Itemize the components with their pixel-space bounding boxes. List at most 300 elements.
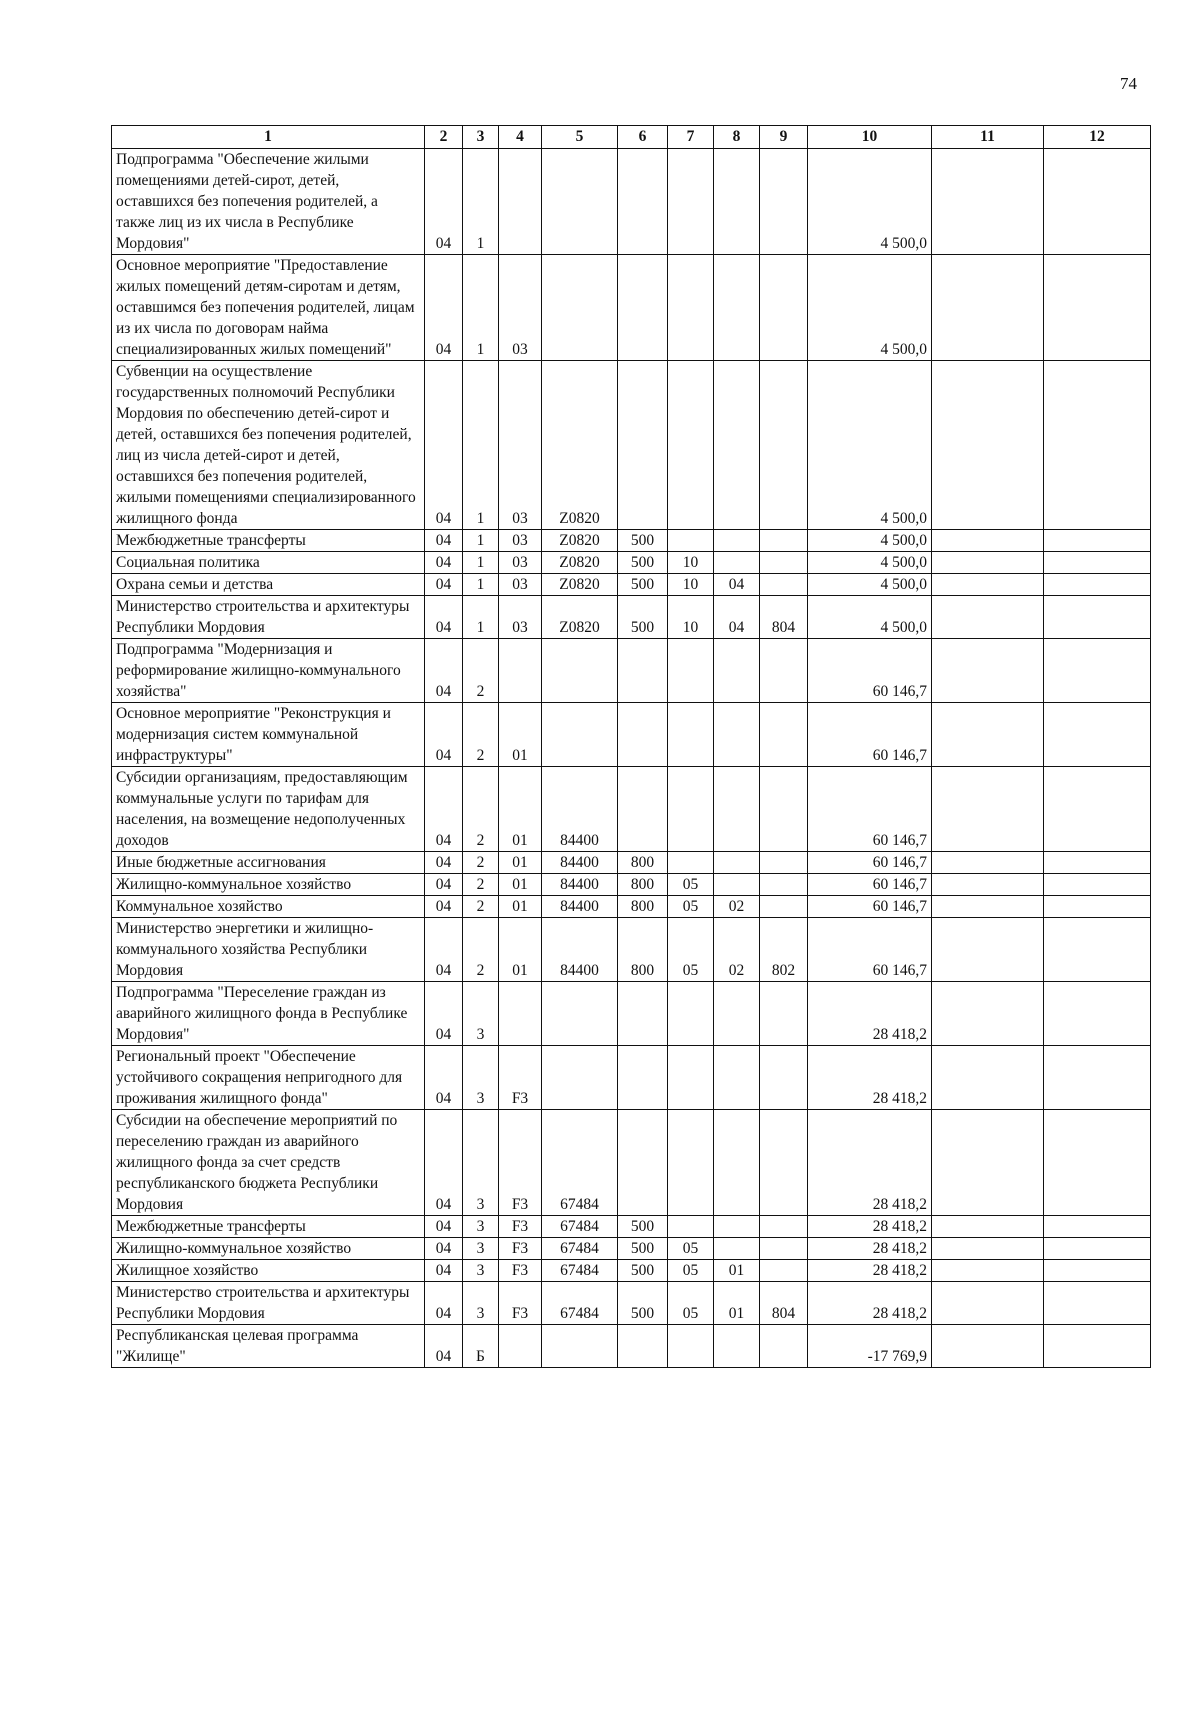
code-col-5 — [542, 149, 618, 255]
code-col-3: 1 — [463, 552, 499, 574]
item-name: Субсидии организациям, предоставляющим коммунальные услуги по тарифам для населения, на возмещение недополученных доходов — [112, 767, 425, 852]
code-col-3: 2 — [463, 896, 499, 918]
code-col-2: 04 — [425, 596, 463, 639]
code-col-8 — [714, 149, 760, 255]
table-body — [112, 149, 1151, 1368]
code-col-8: 04 — [714, 574, 760, 596]
code-col-2: 04 — [425, 896, 463, 918]
budget-table-wrapper — [111, 125, 1151, 1368]
code-col-5 — [542, 1046, 618, 1110]
column-header-1: 1 — [112, 126, 425, 149]
code-col-2: 04 — [425, 1216, 463, 1238]
table-row — [112, 1110, 1151, 1216]
item-name: Жилищно-коммунальное хозяйство — [112, 1238, 425, 1260]
code-col-2: 04 — [425, 574, 463, 596]
amount-col-10: 28 418,2 — [808, 1110, 932, 1216]
code-col-7: 05 — [668, 896, 714, 918]
code-col-8 — [714, 767, 760, 852]
code-col-9 — [760, 1046, 808, 1110]
code-col-6 — [618, 361, 668, 530]
amount-col-10: 60 146,7 — [808, 852, 932, 874]
code-col-3: 3 — [463, 1216, 499, 1238]
code-col-6 — [618, 982, 668, 1046]
code-col-6 — [618, 149, 668, 255]
amount-col-10: 60 146,7 — [808, 703, 932, 767]
code-col-6: 800 — [618, 918, 668, 982]
item-name: Министерство строительства и архитектуры Республики Мордовия — [112, 1282, 425, 1325]
amount-col-10: 4 500,0 — [808, 596, 932, 639]
amount-col-10: 60 146,7 — [808, 767, 932, 852]
code-col-4: 01 — [499, 852, 542, 874]
code-col-9: 802 — [760, 918, 808, 982]
amount-col-12 — [1044, 552, 1151, 574]
column-header-4: 4 — [499, 126, 542, 149]
code-col-2: 04 — [425, 1325, 463, 1368]
budget-table — [111, 125, 1151, 1368]
code-col-6 — [618, 703, 668, 767]
amount-col-10: 60 146,7 — [808, 918, 932, 982]
table-row — [112, 896, 1151, 918]
code-col-5 — [542, 255, 618, 361]
amount-col-12 — [1044, 1238, 1151, 1260]
amount-col-11 — [932, 639, 1044, 703]
code-col-8 — [714, 703, 760, 767]
code-col-5: Z0820 — [542, 530, 618, 552]
code-col-8: 02 — [714, 918, 760, 982]
amount-col-11 — [932, 918, 1044, 982]
code-col-7: 05 — [668, 918, 714, 982]
amount-col-11 — [932, 1282, 1044, 1325]
code-col-4: 03 — [499, 596, 542, 639]
code-col-7 — [668, 852, 714, 874]
code-col-2: 04 — [425, 1238, 463, 1260]
code-col-8: 02 — [714, 896, 760, 918]
code-col-3: 2 — [463, 639, 499, 703]
column-header-2: 2 — [425, 126, 463, 149]
code-col-9 — [760, 639, 808, 703]
table-row — [112, 982, 1151, 1046]
code-col-5: Z0820 — [542, 596, 618, 639]
code-col-9: 804 — [760, 1282, 808, 1325]
table-row — [112, 1046, 1151, 1110]
amount-col-12 — [1044, 255, 1151, 361]
code-col-7 — [668, 639, 714, 703]
code-col-8 — [714, 361, 760, 530]
code-col-4: 01 — [499, 874, 542, 896]
page-number: 74 — [1120, 74, 1137, 93]
table-row — [112, 874, 1151, 896]
item-name: Министерство энергетики и жилищно-коммунального хозяйства Республики Мордовия — [112, 918, 425, 982]
code-col-6: 500 — [618, 1282, 668, 1325]
amount-col-12 — [1044, 1325, 1151, 1368]
header-row — [112, 126, 1151, 149]
amount-col-10: 28 418,2 — [808, 1282, 932, 1325]
code-col-8 — [714, 1216, 760, 1238]
code-col-2: 04 — [425, 639, 463, 703]
code-col-4: 01 — [499, 896, 542, 918]
code-col-4: 03 — [499, 552, 542, 574]
code-col-8 — [714, 1046, 760, 1110]
code-col-4: F3 — [499, 1260, 542, 1282]
code-col-6 — [618, 1046, 668, 1110]
amount-col-11 — [932, 982, 1044, 1046]
code-col-5: Z0820 — [542, 361, 618, 530]
code-col-7: 10 — [668, 552, 714, 574]
code-col-9 — [760, 552, 808, 574]
code-col-2: 04 — [425, 1260, 463, 1282]
code-col-5: 67484 — [542, 1110, 618, 1216]
code-col-4 — [499, 982, 542, 1046]
code-col-8 — [714, 1325, 760, 1368]
item-name: Основное мероприятие "Реконструкция и модернизация систем коммунальной инфраструктуры" — [112, 703, 425, 767]
code-col-3: 2 — [463, 874, 499, 896]
amount-col-10: 4 500,0 — [808, 361, 932, 530]
code-col-7 — [668, 1046, 714, 1110]
code-col-7 — [668, 1110, 714, 1216]
item-name: Основное мероприятие "Предоставление жилых помещений детям-сиротам и детям, оставшимся без попечения родителей, лицам из их числа по договорам найма специализированных жилых помещений" — [112, 255, 425, 361]
code-col-9 — [760, 255, 808, 361]
code-col-4: 01 — [499, 767, 542, 852]
code-col-6 — [618, 1110, 668, 1216]
code-col-4 — [499, 1325, 542, 1368]
table-row — [112, 1238, 1151, 1260]
code-col-3: 1 — [463, 574, 499, 596]
amount-col-11 — [932, 1216, 1044, 1238]
amount-col-12 — [1044, 1260, 1151, 1282]
amount-col-11 — [932, 874, 1044, 896]
amount-col-10: 28 418,2 — [808, 1216, 932, 1238]
code-col-7 — [668, 982, 714, 1046]
item-name: Межбюджетные трансферты — [112, 530, 425, 552]
amount-col-12 — [1044, 874, 1151, 896]
code-col-4: 03 — [499, 574, 542, 596]
code-col-4: F3 — [499, 1282, 542, 1325]
code-col-3: 2 — [463, 918, 499, 982]
code-col-9 — [760, 1216, 808, 1238]
item-name: Министерство строительства и архитектуры Республики Мордовия — [112, 596, 425, 639]
item-name: Подпрограмма "Переселение граждан из аварийного жилищного фонда в Республике Мордовия" — [112, 982, 425, 1046]
amount-col-12 — [1044, 703, 1151, 767]
amount-col-11 — [932, 596, 1044, 639]
code-col-9 — [760, 874, 808, 896]
code-col-2: 04 — [425, 149, 463, 255]
code-col-9 — [760, 574, 808, 596]
amount-col-12 — [1044, 639, 1151, 703]
table-row — [112, 552, 1151, 574]
code-col-7 — [668, 255, 714, 361]
code-col-9 — [760, 1260, 808, 1282]
code-col-7 — [668, 149, 714, 255]
code-col-5 — [542, 639, 618, 703]
code-col-7: 05 — [668, 874, 714, 896]
amount-col-10: 60 146,7 — [808, 874, 932, 896]
code-col-6: 800 — [618, 896, 668, 918]
amount-col-10: 28 418,2 — [808, 1238, 932, 1260]
column-header-12: 12 — [1044, 126, 1151, 149]
code-col-5 — [542, 1325, 618, 1368]
amount-col-12 — [1044, 767, 1151, 852]
code-col-5: 84400 — [542, 918, 618, 982]
code-col-5: Z0820 — [542, 574, 618, 596]
code-col-5: 84400 — [542, 896, 618, 918]
item-name: Коммунальное хозяйство — [112, 896, 425, 918]
code-col-9 — [760, 852, 808, 874]
amount-col-10: 60 146,7 — [808, 639, 932, 703]
item-name: Региональный проект "Обеспечение устойчивого сокращения непригодного для проживания жилищного фонда" — [112, 1046, 425, 1110]
item-name: Иные бюджетные ассигнования — [112, 852, 425, 874]
code-col-7 — [668, 530, 714, 552]
code-col-7: 10 — [668, 596, 714, 639]
code-col-8: 04 — [714, 596, 760, 639]
table-row — [112, 596, 1151, 639]
code-col-9 — [760, 361, 808, 530]
amount-col-12 — [1044, 574, 1151, 596]
code-col-8 — [714, 530, 760, 552]
code-col-2: 04 — [425, 918, 463, 982]
amount-col-11 — [932, 1325, 1044, 1368]
amount-col-11 — [932, 896, 1044, 918]
amount-col-10: 4 500,0 — [808, 255, 932, 361]
code-col-6 — [618, 1325, 668, 1368]
amount-col-11 — [932, 852, 1044, 874]
code-col-6: 500 — [618, 574, 668, 596]
code-col-9 — [760, 1110, 808, 1216]
item-name: Межбюджетные трансферты — [112, 1216, 425, 1238]
code-col-2: 04 — [425, 767, 463, 852]
code-col-2: 04 — [425, 703, 463, 767]
code-col-7: 05 — [668, 1238, 714, 1260]
code-col-3: 1 — [463, 361, 499, 530]
amount-col-10: 4 500,0 — [808, 574, 932, 596]
code-col-7 — [668, 703, 714, 767]
code-col-4 — [499, 149, 542, 255]
code-col-8 — [714, 255, 760, 361]
item-name: Социальная политика — [112, 552, 425, 574]
table-row — [112, 361, 1151, 530]
code-col-4: 03 — [499, 361, 542, 530]
amount-col-12 — [1044, 852, 1151, 874]
amount-col-12 — [1044, 596, 1151, 639]
table-row — [112, 852, 1151, 874]
code-col-6: 500 — [618, 530, 668, 552]
code-col-8 — [714, 639, 760, 703]
code-col-6: 500 — [618, 552, 668, 574]
code-col-6: 500 — [618, 1216, 668, 1238]
amount-col-11 — [932, 552, 1044, 574]
code-col-7 — [668, 1216, 714, 1238]
item-name: Охрана семьи и детства — [112, 574, 425, 596]
code-col-5: 84400 — [542, 767, 618, 852]
amount-col-12 — [1044, 1282, 1151, 1325]
code-col-2: 04 — [425, 1282, 463, 1325]
code-col-9 — [760, 530, 808, 552]
code-col-5: 67484 — [542, 1282, 618, 1325]
code-col-2: 04 — [425, 530, 463, 552]
amount-col-10: -17 769,9 — [808, 1325, 932, 1368]
item-name: Субсидии на обеспечение мероприятий по переселению граждан из аварийного жилищного фонда за счет средств республиканского бюджета Республики Мордовия — [112, 1110, 425, 1216]
amount-col-10: 4 500,0 — [808, 149, 932, 255]
column-header-10: 10 — [808, 126, 932, 149]
code-col-3: 1 — [463, 255, 499, 361]
amount-col-10: 28 418,2 — [808, 982, 932, 1046]
item-name: Субвенции на осуществление государственных полномочий Республики Мордовия по обеспечению детей-сирот и детей, оставшихся без попечения родителей, лиц из числа детей-сирот и детей, оставшихся без попечения родителей, жилыми помещениями специализированного жилищного фонда — [112, 361, 425, 530]
code-col-8 — [714, 552, 760, 574]
code-col-2: 04 — [425, 1110, 463, 1216]
code-col-7: 05 — [668, 1282, 714, 1325]
code-col-4: 03 — [499, 255, 542, 361]
column-header-11: 11 — [932, 126, 1044, 149]
code-col-3: 1 — [463, 530, 499, 552]
table-row — [112, 1325, 1151, 1368]
amount-col-11 — [932, 1110, 1044, 1216]
column-header-8: 8 — [714, 126, 760, 149]
amount-col-10: 4 500,0 — [808, 530, 932, 552]
code-col-8 — [714, 874, 760, 896]
code-col-6 — [618, 767, 668, 852]
code-col-3: 3 — [463, 1110, 499, 1216]
table-row — [112, 574, 1151, 596]
code-col-5: 67484 — [542, 1260, 618, 1282]
code-col-9 — [760, 1325, 808, 1368]
amount-col-11 — [932, 149, 1044, 255]
table-row — [112, 1216, 1151, 1238]
code-col-3: 3 — [463, 982, 499, 1046]
code-col-8 — [714, 1110, 760, 1216]
amount-col-11 — [932, 767, 1044, 852]
code-col-9 — [760, 149, 808, 255]
code-col-5 — [542, 982, 618, 1046]
code-col-2: 04 — [425, 361, 463, 530]
code-col-6: 500 — [618, 596, 668, 639]
amount-col-10: 28 418,2 — [808, 1046, 932, 1110]
amount-col-11 — [932, 530, 1044, 552]
amount-col-11 — [932, 574, 1044, 596]
code-col-6: 800 — [618, 852, 668, 874]
amount-col-11 — [932, 1260, 1044, 1282]
code-col-4: F3 — [499, 1046, 542, 1110]
amount-col-10: 60 146,7 — [808, 896, 932, 918]
code-col-7: 05 — [668, 1260, 714, 1282]
amount-col-12 — [1044, 361, 1151, 530]
code-col-3: 2 — [463, 703, 499, 767]
table-row — [112, 149, 1151, 255]
code-col-7 — [668, 361, 714, 530]
code-col-2: 04 — [425, 852, 463, 874]
code-col-3: 2 — [463, 852, 499, 874]
code-col-4: F3 — [499, 1238, 542, 1260]
amount-col-12 — [1044, 530, 1151, 552]
amount-col-12 — [1044, 1216, 1151, 1238]
code-col-5: 84400 — [542, 874, 618, 896]
amount-col-11 — [932, 1046, 1044, 1110]
item-name: Жилищное хозяйство — [112, 1260, 425, 1282]
column-header-6: 6 — [618, 126, 668, 149]
code-col-6 — [618, 639, 668, 703]
code-col-9 — [760, 896, 808, 918]
code-col-5: 67484 — [542, 1238, 618, 1260]
code-col-2: 04 — [425, 982, 463, 1046]
item-name: Республиканская целевая программа "Жилище" — [112, 1325, 425, 1368]
code-col-2: 04 — [425, 1046, 463, 1110]
column-header-7: 7 — [668, 126, 714, 149]
column-header-9: 9 — [760, 126, 808, 149]
code-col-6 — [618, 255, 668, 361]
table-row — [112, 639, 1151, 703]
amount-col-11 — [932, 361, 1044, 530]
code-col-5: Z0820 — [542, 552, 618, 574]
amount-col-11 — [932, 703, 1044, 767]
amount-col-12 — [1044, 1046, 1151, 1110]
code-col-9 — [760, 982, 808, 1046]
code-col-6: 800 — [618, 874, 668, 896]
code-col-3: 3 — [463, 1046, 499, 1110]
code-col-7 — [668, 1325, 714, 1368]
table-row — [112, 767, 1151, 852]
amount-col-10: 28 418,2 — [808, 1260, 932, 1282]
code-col-5 — [542, 703, 618, 767]
code-col-9 — [760, 1238, 808, 1260]
code-col-3: 3 — [463, 1238, 499, 1260]
table-row — [112, 1260, 1151, 1282]
code-col-4: F3 — [499, 1110, 542, 1216]
table-row — [112, 530, 1151, 552]
table-row — [112, 255, 1151, 361]
code-col-8: 01 — [714, 1260, 760, 1282]
code-col-8 — [714, 852, 760, 874]
amount-col-10: 4 500,0 — [808, 552, 932, 574]
amount-col-12 — [1044, 918, 1151, 982]
item-name: Подпрограмма "Обеспечение жилыми помещениями детей-сирот, детей, оставшихся без попечения родителей, а также лиц из их числа в Республике Мордовия" — [112, 149, 425, 255]
item-name: Подпрограмма "Модернизация и реформирование жилищно-коммунального хозяйства" — [112, 639, 425, 703]
code-col-5: 84400 — [542, 852, 618, 874]
code-col-7: 10 — [668, 574, 714, 596]
code-col-7 — [668, 767, 714, 852]
code-col-4: 01 — [499, 703, 542, 767]
code-col-2: 04 — [425, 552, 463, 574]
table-row — [112, 1282, 1151, 1325]
code-col-6: 500 — [618, 1260, 668, 1282]
code-col-4: F3 — [499, 1216, 542, 1238]
code-col-5: 67484 — [542, 1216, 618, 1238]
column-header-3: 3 — [463, 126, 499, 149]
column-header-5: 5 — [542, 126, 618, 149]
code-col-8 — [714, 982, 760, 1046]
amount-col-11 — [932, 1238, 1044, 1260]
code-col-4 — [499, 639, 542, 703]
code-col-2: 04 — [425, 255, 463, 361]
code-col-8 — [714, 1238, 760, 1260]
code-col-3: 1 — [463, 596, 499, 639]
table-row — [112, 918, 1151, 982]
code-col-8: 01 — [714, 1282, 760, 1325]
code-col-3: 2 — [463, 767, 499, 852]
amount-col-12 — [1044, 1110, 1151, 1216]
amount-col-12 — [1044, 149, 1151, 255]
amount-col-12 — [1044, 896, 1151, 918]
code-col-4: 01 — [499, 918, 542, 982]
code-col-4: 03 — [499, 530, 542, 552]
code-col-2: 04 — [425, 874, 463, 896]
code-col-9 — [760, 767, 808, 852]
code-col-3: Б — [463, 1325, 499, 1368]
item-name: Жилищно-коммунальное хозяйство — [112, 874, 425, 896]
code-col-9: 804 — [760, 596, 808, 639]
code-col-3: 3 — [463, 1260, 499, 1282]
amount-col-11 — [932, 255, 1044, 361]
code-col-3: 1 — [463, 149, 499, 255]
code-col-3: 3 — [463, 1282, 499, 1325]
code-col-6: 500 — [618, 1238, 668, 1260]
